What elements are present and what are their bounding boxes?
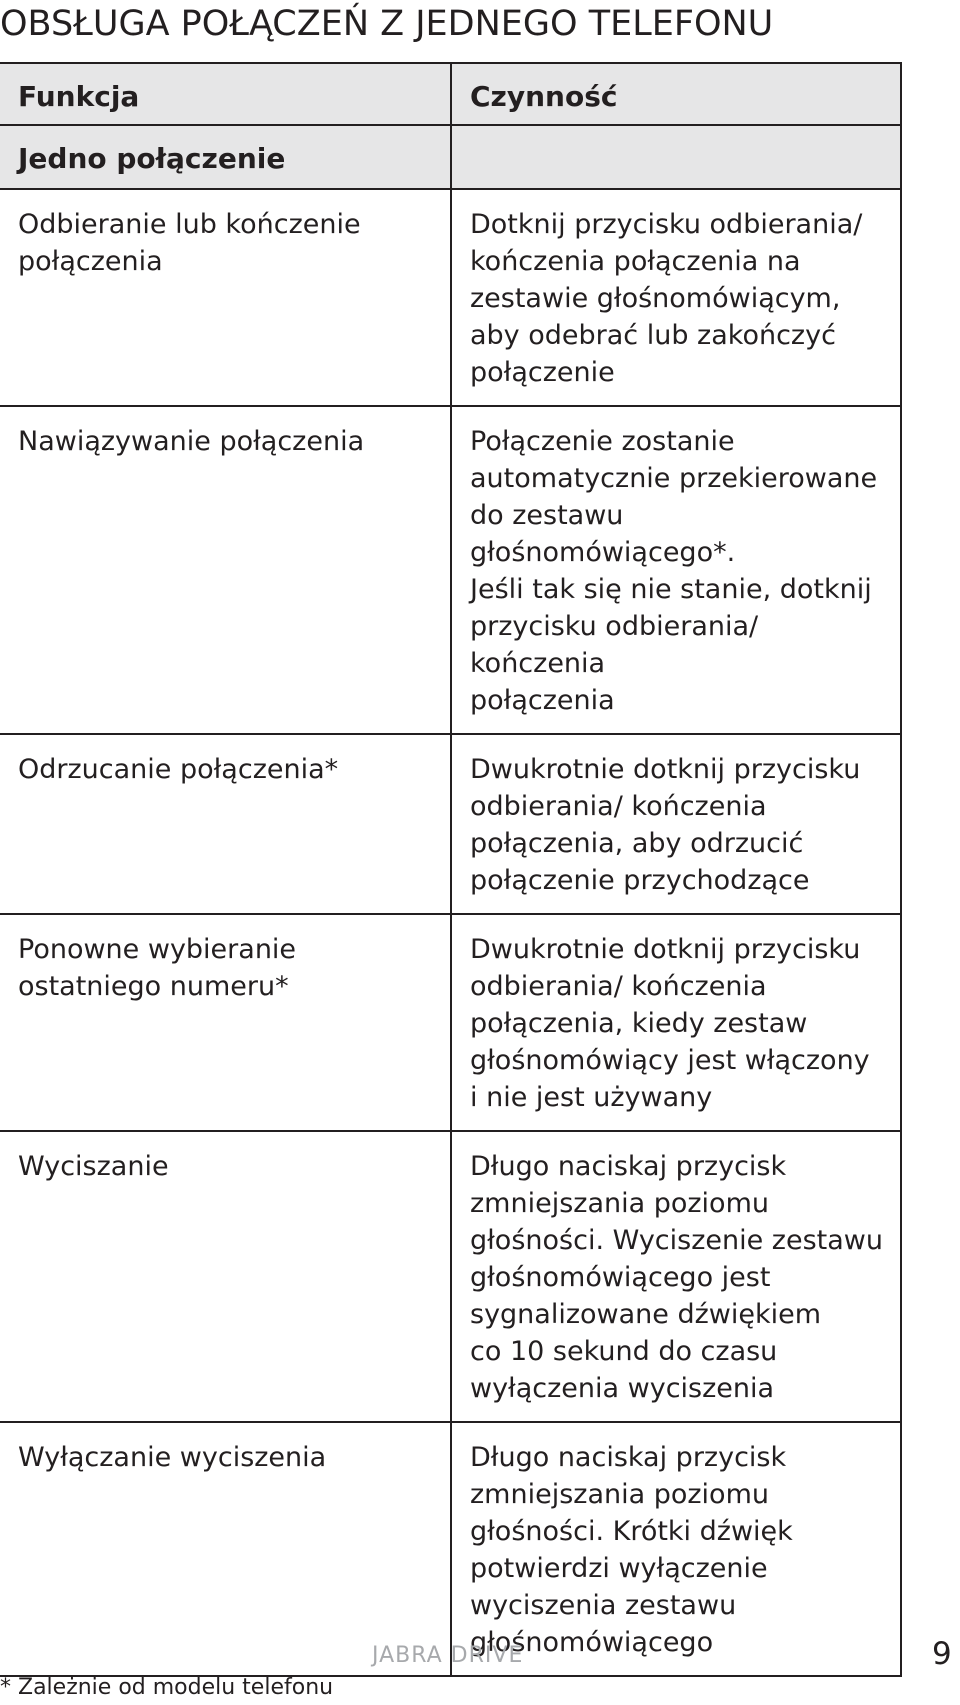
- action-cell: Połączenie zostanie automatycznie przekierowane do zestawu głośnomówiącego*. Jeśli tak się nie stanie, dotknij przycisku odbierania/ kończenia połączenia: [451, 406, 901, 734]
- action-cell: Długo naciskaj przycisk zmniejszania poziomu głośności. Wyciszenie zestawu głośnomówiącego jest sygnalizowane dźwiękiem co 10 sekund do czasu wyłączenia wyciszenia: [451, 1131, 901, 1422]
- function-cell: Ponowne wybieranie ostatniego numeru*: [0, 914, 451, 1131]
- action-cell: Dotknij przycisku odbierania/ kończenia połączenia na zestawie głośnomówiącym, aby odebrać lub zakończyć połączenie: [451, 189, 901, 406]
- table-row: [0, 189, 901, 406]
- section-row: [0, 125, 901, 189]
- page-number: 9: [932, 1636, 952, 1672]
- function-cell: Wyciszanie: [0, 1131, 451, 1422]
- table-row: [0, 406, 901, 734]
- column-header-function: Funkcja: [0, 63, 451, 125]
- function-cell: Odrzucanie połączenia*: [0, 734, 451, 914]
- table-row: [0, 734, 901, 914]
- table-row: [0, 914, 901, 1131]
- table-row: [0, 1422, 901, 1676]
- footnote: * Zależnie od modelu telefonu: [0, 1675, 334, 1700]
- function-cell: Odbieranie lub kończenie połączenia: [0, 189, 451, 406]
- table-row: [0, 1131, 901, 1422]
- page-title: OBSŁUGA POŁĄCZEŃ Z JEDNEGO TELEFONU: [0, 4, 774, 44]
- brand-name: JABRA DRIVE: [372, 1643, 524, 1668]
- section-blank: [451, 125, 901, 189]
- action-cell: Długo naciskaj przycisk zmniejszania poziomu głośności. Krótki dźwięk potwierdzi wyłączenie wyciszenia zestawu głośnomówiącego: [451, 1422, 901, 1676]
- function-cell: Wyłączanie wyciszenia: [0, 1422, 451, 1676]
- function-cell: Nawiązywanie połączenia: [0, 406, 451, 734]
- function-table: [0, 62, 902, 1677]
- table-header-row: [0, 63, 901, 125]
- action-cell: Dwukrotnie dotknij przycisku odbierania/ kończenia połączenia, kiedy zestaw głośnomówiący jest włączony i nie jest używany: [451, 914, 901, 1131]
- section-title: Jedno połączenie: [0, 125, 451, 189]
- column-header-action: Czynność: [451, 63, 901, 125]
- action-cell: Dwukrotnie dotknij przycisku odbierania/ kończenia połączenia, aby odrzucić połączenie przychodzące: [451, 734, 901, 914]
